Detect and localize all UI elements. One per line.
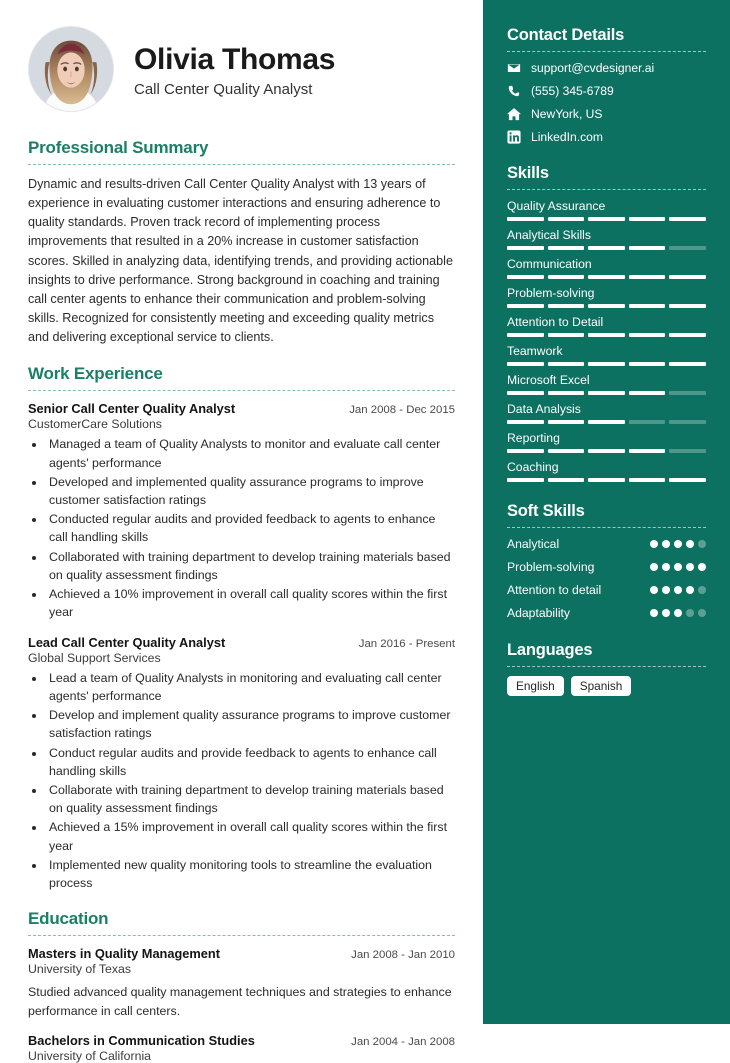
skill-segment xyxy=(588,246,625,250)
contact-item-location[interactable] xyxy=(507,107,706,121)
divider xyxy=(507,666,706,667)
skill-segment xyxy=(669,304,706,308)
soft-skill-rating xyxy=(650,583,706,594)
skill-level-bar xyxy=(507,449,706,453)
list-item: • Collaborate with training department to develop training materials based on quality assessment findings xyxy=(46,781,455,817)
experience-date: Jan 2016 - Present xyxy=(358,637,455,650)
soft-skill-row xyxy=(507,583,706,599)
list-item: • Achieved a 10% improvement in overall call quality scores within the first year xyxy=(46,585,455,621)
skill-segment xyxy=(548,391,585,395)
rating-dot xyxy=(686,540,694,548)
education-entry-head xyxy=(28,1033,455,1048)
skill-level-bar xyxy=(507,217,706,221)
skill-label: Microsoft Excel xyxy=(507,373,590,387)
experience-role: Senior Call Center Quality Analyst xyxy=(28,401,236,417)
education-date: Jan 2004 - Jan 2008 xyxy=(351,1035,455,1048)
linkedin-icon xyxy=(507,130,521,144)
skill-segment xyxy=(588,391,625,395)
rating-dot xyxy=(686,586,694,594)
list-item: • Developed and implemented quality assurance programs to improve customer satisfaction ratings xyxy=(46,473,455,509)
skill-segment xyxy=(588,275,625,279)
section-education xyxy=(28,909,455,1062)
rating-dot xyxy=(674,540,682,548)
sidebar-section-skills xyxy=(507,164,706,482)
soft-skill-label: Problem-solving xyxy=(507,559,595,574)
education-degree: Bachelors in Communication Studies xyxy=(28,1032,255,1048)
skill-label: Analytical Skills xyxy=(507,228,591,242)
skill-segment xyxy=(629,449,666,453)
skill-segment xyxy=(507,217,544,221)
list-item: • Lead a team of Quality Analysts in monitoring and evaluating call center agents' performance xyxy=(46,669,455,705)
skill-segment xyxy=(669,449,706,453)
language-chip: Spanish xyxy=(571,676,632,696)
skill-segment xyxy=(629,478,666,482)
skill-row xyxy=(507,315,706,337)
contact-phone-text: (555) 345-6789 xyxy=(531,84,614,98)
skill-row xyxy=(507,431,706,453)
skill-row xyxy=(507,373,706,395)
phone-icon xyxy=(507,84,521,98)
soft-skill-rating xyxy=(650,606,706,617)
skill-label: Data Analysis xyxy=(507,402,581,416)
skill-row xyxy=(507,402,706,424)
skill-level-bar xyxy=(507,304,706,308)
skill-segment xyxy=(588,362,625,366)
skill-label: Attention to Detail xyxy=(507,315,604,329)
sidebar-heading-skills: Skills xyxy=(507,164,549,182)
skill-segment xyxy=(669,478,706,482)
skill-label: Reporting xyxy=(507,431,560,445)
skill-segment xyxy=(548,333,585,337)
language-chip: English xyxy=(507,676,564,696)
divider xyxy=(28,390,455,391)
skill-segment xyxy=(629,275,666,279)
divider xyxy=(507,527,706,528)
resume-header xyxy=(28,26,455,112)
skill-level-bar xyxy=(507,246,706,250)
skill-label: Communication xyxy=(507,257,592,271)
envelope-icon xyxy=(507,61,521,75)
contact-location-text: NewYork, US xyxy=(531,107,603,121)
rating-dot xyxy=(650,563,658,571)
skill-level-bar xyxy=(507,333,706,337)
soft-skill-rating xyxy=(650,560,706,571)
skill-segment xyxy=(588,420,625,424)
skill-segment xyxy=(507,275,544,279)
skill-level-bar xyxy=(507,362,706,366)
experience-role: Lead Call Center Quality Analyst xyxy=(28,634,226,650)
skill-level-bar xyxy=(507,275,706,279)
education-entry-head xyxy=(28,946,455,961)
list-item: • Managed a team of Quality Analysts to monitor and evaluate call center agents' performance xyxy=(46,435,455,471)
section-professional-summary xyxy=(28,138,455,347)
skill-row xyxy=(507,286,706,308)
name-block xyxy=(134,41,335,98)
rating-dot xyxy=(674,586,682,594)
summary-text: Dynamic and results-driven Call Center Quality Analyst with 13 years of experience in evaluating customer interactions and ensuring adherence to quality standards. Proven track record of implementing process improvements that resulted in a 20% increase in customer satisfaction scores. Skilled in analyzing data, identifying trends, and providing actionable insights to drive performance. Strong background in coaching and training call center agents to enhance their communication and problem-solving skills. Recognized for consistently meeting and exceeding quality metrics and delivering exceptional service to clients. xyxy=(28,177,453,345)
skill-segment xyxy=(588,217,625,221)
soft-skills-list xyxy=(507,537,706,621)
skill-label: Coaching xyxy=(507,460,559,474)
rating-dot xyxy=(674,609,682,617)
skill-segment xyxy=(548,275,585,279)
home-icon xyxy=(507,107,521,121)
contact-item-phone[interactable] xyxy=(507,84,706,98)
experience-org: Global Support Services xyxy=(28,650,161,665)
experience-org: CustomerCare Solutions xyxy=(28,417,162,432)
experience-bullets xyxy=(46,435,455,621)
experience-entry xyxy=(28,401,455,621)
sidebar-section-contact xyxy=(507,26,706,144)
soft-skill-row xyxy=(507,606,706,622)
rating-dot xyxy=(698,609,706,617)
skill-segment xyxy=(588,304,625,308)
skill-segment xyxy=(588,478,625,482)
sidebar-section-soft-skills xyxy=(507,502,706,621)
skill-segment xyxy=(629,420,666,424)
rating-dot xyxy=(650,609,658,617)
skill-segment xyxy=(507,246,544,250)
skill-segment xyxy=(669,333,706,337)
skill-segment xyxy=(669,275,706,279)
contact-email-text: support@cvdesigner.ai xyxy=(531,61,655,75)
section-heading-experience: Work Experience xyxy=(28,364,163,384)
skill-segment xyxy=(507,391,544,395)
education-degree: Masters in Quality Management xyxy=(28,946,221,962)
languages-list xyxy=(507,676,706,696)
skill-row xyxy=(507,257,706,279)
rating-dot xyxy=(674,563,682,571)
skill-segment xyxy=(548,362,585,366)
skill-segment xyxy=(629,362,666,366)
experience-entry-head xyxy=(28,401,455,416)
skill-label: Problem-solving xyxy=(507,286,595,300)
contact-item-linkedin[interactable] xyxy=(507,130,706,144)
education-entry xyxy=(28,1033,455,1063)
list-item: • Conducted regular audits and provided feedback to agents to enhance call handling skills xyxy=(46,510,455,546)
skill-segment xyxy=(669,246,706,250)
experience-entry-head xyxy=(28,635,455,650)
skill-segment xyxy=(548,449,585,453)
skill-segment xyxy=(507,478,544,482)
rating-dot xyxy=(698,586,706,594)
rating-dot xyxy=(662,609,670,617)
skills-list xyxy=(507,199,706,482)
skill-level-bar xyxy=(507,420,706,424)
soft-skill-rating xyxy=(650,537,706,548)
skill-segment xyxy=(548,246,585,250)
skill-segment xyxy=(588,333,625,337)
rating-dot xyxy=(662,563,670,571)
contact-item-email[interactable] xyxy=(507,61,706,75)
education-entry xyxy=(28,946,455,1019)
skill-segment xyxy=(629,217,666,221)
rating-dot xyxy=(650,586,658,594)
rating-dot xyxy=(662,586,670,594)
rating-dot xyxy=(686,609,694,617)
divider xyxy=(507,51,706,52)
job-title: Call Center Quality Analyst xyxy=(134,80,313,98)
rating-dot xyxy=(698,540,706,548)
list-item: • Collaborated with training department to develop training materials based on quality assessment findings xyxy=(46,548,455,584)
experience-bullets xyxy=(46,669,455,893)
list-item: • Achieved a 15% improvement in overall call quality scores within the first year xyxy=(46,818,455,854)
education-school: University of Texas xyxy=(28,962,131,977)
education-school: University of California xyxy=(28,1048,152,1063)
rating-dot xyxy=(686,563,694,571)
section-heading-summary: Professional Summary xyxy=(28,138,209,157)
sidebar-heading-soft-skills: Soft Skills xyxy=(507,502,585,520)
skill-segment xyxy=(669,391,706,395)
education-date: Jan 2008 - Jan 2010 xyxy=(351,949,455,962)
list-item: • Conduct regular audits and provide feedback to agents to enhance call handling skills xyxy=(46,744,455,780)
skill-row xyxy=(507,460,706,482)
skill-row xyxy=(507,199,706,221)
skill-segment xyxy=(507,304,544,308)
skill-segment xyxy=(548,304,585,308)
experience-date: Jan 2008 - Dec 2015 xyxy=(349,404,455,417)
skill-segment xyxy=(507,420,544,424)
skill-row xyxy=(507,228,706,250)
skill-level-bar xyxy=(507,391,706,395)
soft-skill-label: Analytical xyxy=(507,537,560,551)
sidebar-section-languages xyxy=(507,641,706,696)
skill-label: Teamwork xyxy=(507,344,563,358)
skill-segment xyxy=(588,449,625,453)
skill-segment xyxy=(548,478,585,482)
sidebar-heading-languages: Languages xyxy=(507,641,593,660)
divider xyxy=(507,189,706,190)
soft-skill-label: Attention to detail xyxy=(507,582,602,597)
soft-skill-row xyxy=(507,560,706,576)
skill-row xyxy=(507,344,706,366)
skill-segment xyxy=(507,449,544,453)
page-title: Olivia Thomas xyxy=(134,42,336,76)
skill-level-bar xyxy=(507,478,706,482)
sidebar-heading-contact: Contact Details xyxy=(507,26,625,44)
section-heading-education: Education xyxy=(28,909,109,929)
skill-segment xyxy=(669,217,706,221)
list-item: • Develop and implement quality assurance programs to improve customer satisfaction ratings xyxy=(46,706,455,742)
soft-skill-row xyxy=(507,537,706,553)
soft-skill-label: Adaptability xyxy=(507,605,571,620)
rating-dot xyxy=(698,563,706,571)
skill-segment xyxy=(548,217,585,221)
skill-segment xyxy=(669,420,706,424)
experience-entry xyxy=(28,635,455,893)
skill-segment xyxy=(629,246,666,250)
rating-dot xyxy=(650,540,658,548)
divider xyxy=(28,164,455,165)
skill-segment xyxy=(507,333,544,337)
skill-segment xyxy=(669,362,706,366)
section-work-experience xyxy=(28,364,455,892)
sidebar xyxy=(483,0,730,1024)
avatar xyxy=(28,26,114,112)
divider xyxy=(28,935,455,936)
education-description: Studied advanced quality management techniques and strategies to enhance performance in call centers. xyxy=(28,985,452,1018)
skill-segment xyxy=(629,333,666,337)
skill-segment xyxy=(629,391,666,395)
profile-photo-icon xyxy=(29,27,113,111)
rating-dot xyxy=(662,540,670,548)
skill-segment xyxy=(507,362,544,366)
skill-label: Quality Assurance xyxy=(507,199,606,213)
list-item: • Implemented new quality monitoring tools to streamline the evaluation process xyxy=(46,856,455,892)
contact-linkedin-text: LinkedIn.com xyxy=(531,130,603,144)
skill-segment xyxy=(548,420,585,424)
skill-segment xyxy=(629,304,666,308)
contact-list xyxy=(507,61,706,144)
